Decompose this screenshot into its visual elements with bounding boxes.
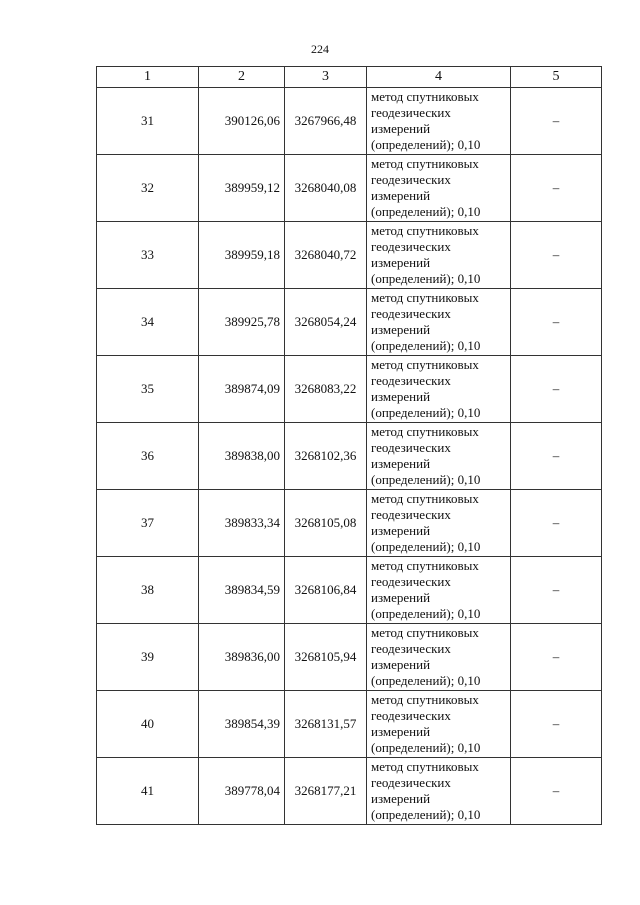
coord-y: 3268131,57 — [285, 691, 367, 758]
note-cell: – — [511, 222, 602, 289]
method-line: (определений); 0,10 — [371, 606, 481, 621]
page-number: 224 — [311, 42, 329, 56]
coord-x: 389874,09 — [199, 356, 285, 423]
note-cell: – — [511, 624, 602, 691]
coord-x: 389959,18 — [199, 222, 285, 289]
method-line: (определений); 0,10 — [371, 338, 481, 353]
note-cell: – — [511, 490, 602, 557]
point-number: 33 — [97, 222, 199, 289]
header-col-3: 3 — [285, 67, 367, 88]
coord-x: 389833,34 — [199, 490, 285, 557]
method-line: метод спутниковых — [371, 156, 479, 171]
method-line: геодезических — [371, 172, 451, 187]
method-line: геодезических — [371, 440, 451, 455]
coord-y: 3268054,24 — [285, 289, 367, 356]
method-line: геодезических — [371, 507, 451, 522]
method-cell — [367, 88, 511, 155]
method-line: (определений); 0,10 — [371, 472, 481, 487]
note-cell: – — [511, 557, 602, 624]
coord-y: 3268106,84 — [285, 557, 367, 624]
point-number: 38 — [97, 557, 199, 624]
coord-x: 390126,06 — [199, 88, 285, 155]
note-cell: – — [511, 155, 602, 222]
method-line: (определений); 0,10 — [371, 539, 481, 554]
table-row — [97, 624, 602, 691]
method-cell — [367, 155, 511, 222]
coord-x: 389925,78 — [199, 289, 285, 356]
method-line: метод спутниковых — [371, 491, 479, 506]
method-line: (определений); 0,10 — [371, 137, 481, 152]
method-line: геодезических — [371, 574, 451, 589]
method-cell — [367, 758, 511, 825]
method-line: измерений — [371, 389, 431, 404]
point-number: 34 — [97, 289, 199, 356]
method-cell — [367, 490, 511, 557]
point-number: 35 — [97, 356, 199, 423]
method-cell — [367, 423, 511, 490]
method-line: геодезических — [371, 373, 451, 388]
point-number: 39 — [97, 624, 199, 691]
method-line: (определений); 0,10 — [371, 740, 481, 755]
coord-y: 3268040,08 — [285, 155, 367, 222]
coord-x: 389836,00 — [199, 624, 285, 691]
method-line: измерений — [371, 121, 431, 136]
method-line: геодезических — [371, 641, 451, 656]
coord-y: 3268105,94 — [285, 624, 367, 691]
method-cell — [367, 691, 511, 758]
header-col-5: 5 — [511, 67, 602, 88]
coord-x: 389854,39 — [199, 691, 285, 758]
coord-x: 389778,04 — [199, 758, 285, 825]
method-line: геодезических — [371, 708, 451, 723]
method-line: (определений); 0,10 — [371, 405, 481, 420]
header-col-1: 1 — [97, 67, 199, 88]
method-line: измерений — [371, 523, 431, 538]
method-cell — [367, 222, 511, 289]
method-cell — [367, 289, 511, 356]
method-line: (определений); 0,10 — [371, 204, 481, 219]
table-row — [97, 88, 602, 155]
point-number: 37 — [97, 490, 199, 557]
header-col-4: 4 — [367, 67, 511, 88]
method-line: метод спутниковых — [371, 223, 479, 238]
method-line: геодезических — [371, 306, 451, 321]
method-line: метод спутниковых — [371, 290, 479, 305]
method-line: метод спутниковых — [371, 692, 479, 707]
method-line: метод спутниковых — [371, 89, 479, 104]
method-cell — [367, 356, 511, 423]
table-row — [97, 222, 602, 289]
coord-y: 3268040,72 — [285, 222, 367, 289]
table-row — [97, 155, 602, 222]
method-line: метод спутниковых — [371, 759, 479, 774]
coord-y: 3268083,22 — [285, 356, 367, 423]
point-number: 40 — [97, 691, 199, 758]
method-line: измерений — [371, 657, 431, 672]
coord-y: 3268105,08 — [285, 490, 367, 557]
point-number: 32 — [97, 155, 199, 222]
method-line: измерений — [371, 322, 431, 337]
note-cell: – — [511, 691, 602, 758]
table-row — [97, 557, 602, 624]
note-cell: – — [511, 289, 602, 356]
method-line: (определений); 0,10 — [371, 271, 481, 286]
coord-y: 3268177,21 — [285, 758, 367, 825]
method-line: геодезических — [371, 775, 451, 790]
table-row — [97, 691, 602, 758]
method-line: метод спутниковых — [371, 558, 479, 573]
coord-y: 3267966,48 — [285, 88, 367, 155]
method-line: геодезических — [371, 239, 451, 254]
table-row — [97, 356, 602, 423]
point-number: 36 — [97, 423, 199, 490]
note-cell: – — [511, 356, 602, 423]
method-line: измерений — [371, 188, 431, 203]
method-line: метод спутниковых — [371, 357, 479, 372]
note-cell: – — [511, 758, 602, 825]
coord-y: 3268102,36 — [285, 423, 367, 490]
method-line: метод спутниковых — [371, 424, 479, 439]
method-line: (определений); 0,10 — [371, 807, 481, 822]
method-line: метод спутниковых — [371, 625, 479, 640]
method-cell — [367, 557, 511, 624]
method-line: измерений — [371, 590, 431, 605]
method-line: измерений — [371, 724, 431, 739]
note-cell: – — [511, 423, 602, 490]
coord-x: 389959,12 — [199, 155, 285, 222]
table-row — [97, 289, 602, 356]
method-line: измерений — [371, 456, 431, 471]
point-number: 31 — [97, 88, 199, 155]
coord-x: 389834,59 — [199, 557, 285, 624]
method-line: (определений); 0,10 — [371, 673, 481, 688]
method-line: измерений — [371, 255, 431, 270]
coord-x: 389838,00 — [199, 423, 285, 490]
table-row — [97, 490, 602, 557]
table-header-row — [97, 67, 602, 88]
method-cell — [367, 624, 511, 691]
note-cell: – — [511, 88, 602, 155]
coordinates-table — [96, 66, 602, 825]
method-line: геодезических — [371, 105, 451, 120]
table-row — [97, 423, 602, 490]
header-col-2: 2 — [199, 67, 285, 88]
table-row — [97, 758, 602, 825]
method-line: измерений — [371, 791, 431, 806]
point-number: 41 — [97, 758, 199, 825]
